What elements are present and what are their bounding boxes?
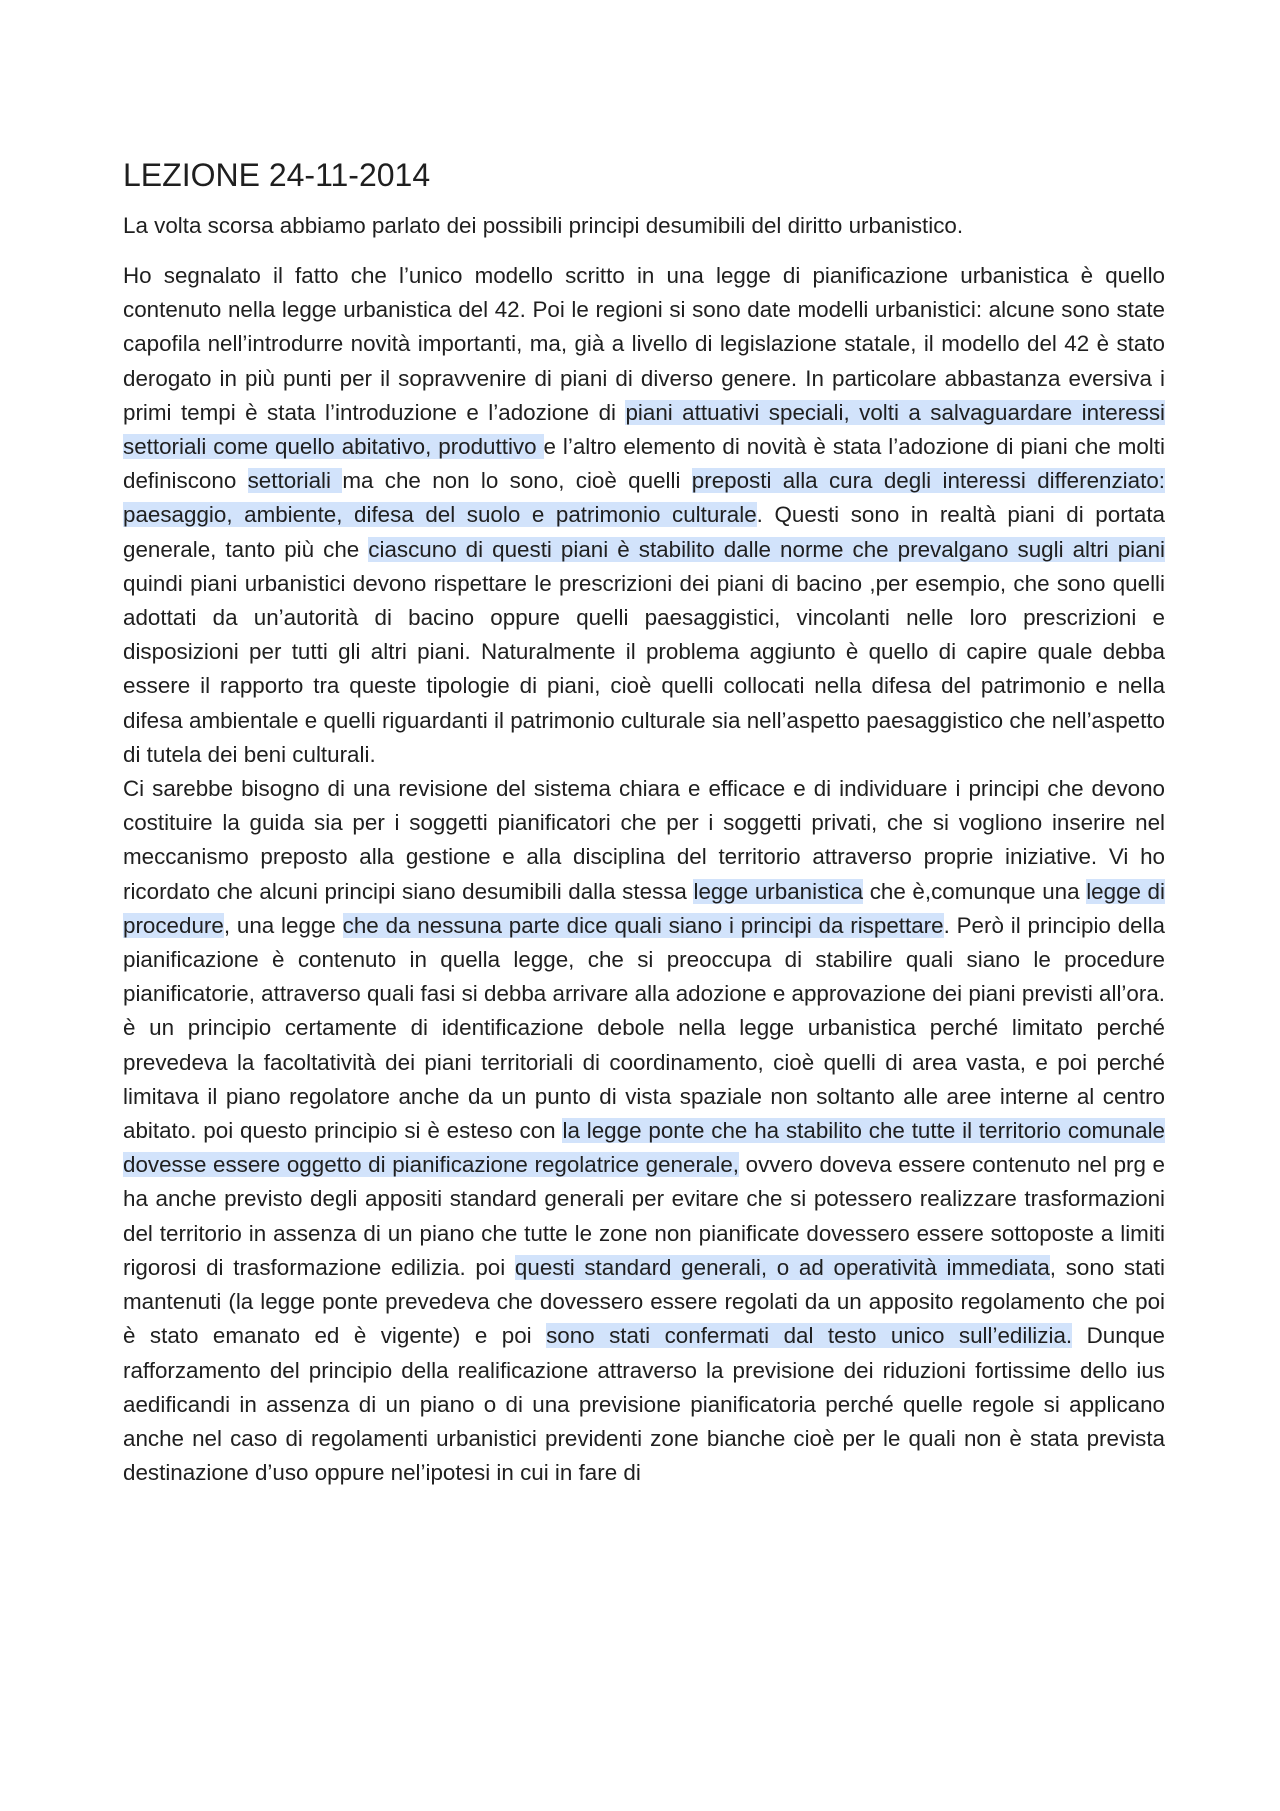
highlighted-text-segment: che da nessuna parte dice quali siano i principi da rispettare xyxy=(342,912,944,938)
highlighted-text-segment: preposti alla cura degli interessi differenziato: paesaggio, ambiente, difesa del suolo e patrimonio culturale xyxy=(123,468,1165,528)
intro-paragraph: La volta scorsa abbiamo parlato dei possibili principi desumibili del diritto urbanistico. xyxy=(123,213,964,238)
highlighted-text-segment: la legge ponte che ha stabilito che tutte il territorio comunale dovesse essere oggetto di pianificazione regolatrice generale, xyxy=(123,1118,1165,1178)
text-segment: . Questi sono in realtà piani di portata generale, tanto più che xyxy=(123,502,1165,562)
highlighted-text-segment: legge di procedure xyxy=(123,878,1165,938)
text-segment: che è,comunque una xyxy=(863,878,1087,904)
text-segment: quindi piani urbanistici devono rispettare le prescrizioni dei piani di bacino ,per esempio, che sono quelli adottati da un’autorità di bacino oppure quelli paesaggistici, vincolanti nelle loro prescrizioni e disposizioni per tutti gli altri piani. Naturalmente il problema aggiunto è quello di capire quale debba essere il rapporto tra queste tipologie di piani, cioè quelli collocati nella difesa del patrimonio e nella difesa ambientale e quelli riguardanti il patrimonio culturale sia nell’aspetto paesaggistico che nell’aspetto di tutela dei beni culturali. xyxy=(123,570,1165,767)
text-segment: Ho segnalato il fatto che l’unico modello scritto in una legge di pianificazione urbanistica è quello contenuto nella legge urbanistica del 42. Poi le regioni si sono date modelli urbanistici: alcune sono state capofila nell’introdurre novità importanti, ma, già a livello di legislazione statale, il modello del 42 è stato derogato in più punti per il sopravvenire di piani di diverso genere. In particolare abbastanza eversiva i primi tempi è stata l’introduzione e l’adozione di xyxy=(123,263,1165,425)
highlighted-text-segment: legge urbanistica xyxy=(693,878,864,904)
text-segment: ovvero doveva essere contenuto nel prg e ha anche previsto degli appositi standard generali per evitare che si potessero realizzare trasformazioni del territorio in assenza di un piano che tutte le zone non pianificate dovessero essere sottoposte a limiti rigorosi di trasformazione edilizia. poi xyxy=(123,1152,1166,1280)
highlighted-text-segment: piani attuativi speciali, volti a salvaguardare interessi settoriali come quello abitativo, produttivo xyxy=(123,399,1165,460)
body-paragraph-2 xyxy=(123,772,1165,1490)
page-title: LEZIONE 24-11-2014 xyxy=(123,157,431,193)
text-segment: , sono stati mantenuti (la legge ponte prevedeva che dovessero essere regolati da un apposito regolamento che poi è stato emanato ed è vigente) e poi xyxy=(123,1254,1165,1349)
text-segment: . Però il principio della pianificazione è contenuto in quella legge, che si preoccupa di stabilire quali siano le procedure pianificatorie, attraverso quali fasi si debba arrivare alla adozione e approvazione dei piani previsti all’ora. è un principio certamente di identificazione debole nella legge urbanistica perché limitato perché prevedeva la facoltatività dei piani territoriali di coordinamento, cioè quelli di area vasta, e poi perché limitava il piano regolatore anche da un punto di vista spaziale non soltanto alle aree interne al centro abitato. poi questo principio si è esteso con xyxy=(123,912,1166,1144)
text-segment: e l’altro elemento di novità è stata l’adozione di piani che molti definiscono xyxy=(123,434,1165,494)
text-segment: ma che non lo sono, cioè quelli xyxy=(342,468,692,494)
highlighted-text-segment: questi standard generali, o ad operatività immediata xyxy=(514,1254,1050,1280)
document-body xyxy=(123,152,1165,1490)
text-segment: , una legge xyxy=(223,912,343,938)
text-segment: Dunque rafforzamento del principio della realificazione attraverso la previsione dei riduzioni fortissime dello ius aedificandi in assenza di un piano o di una previsione pianificatoria perché quelle regole si applicano anche nel caso di regolamenti urbanistici previdenti zone bianche cioè per le quali non è stata prevista destinazione d’uso oppure nel’ipotesi in cui in fare di xyxy=(123,1323,1166,1486)
highlighted-text-segment: sono stati confermati dal testo unico sull’edilizia. xyxy=(546,1323,1073,1349)
highlighted-text-segment: ciascuno di questi piani è stabilito dalle norme che prevalgano sugli altri piani xyxy=(368,536,1165,562)
text-segment: Ci sarebbe bisogno di una revisione del sistema chiara e efficace e di individuare i principi che devono costituire la guida sia per i soggetti pianificatori che per i soggetti privati, che si vogliono inserire nel meccanismo preposto alla gestione e alla disciplina del territorio attraverso proprie iniziative. Vi ho ricordato che alcuni principi siano desumibili dalla stessa xyxy=(123,776,1165,904)
body-paragraph-1 xyxy=(123,259,1165,772)
highlighted-text-segment: settoriali xyxy=(247,468,343,494)
